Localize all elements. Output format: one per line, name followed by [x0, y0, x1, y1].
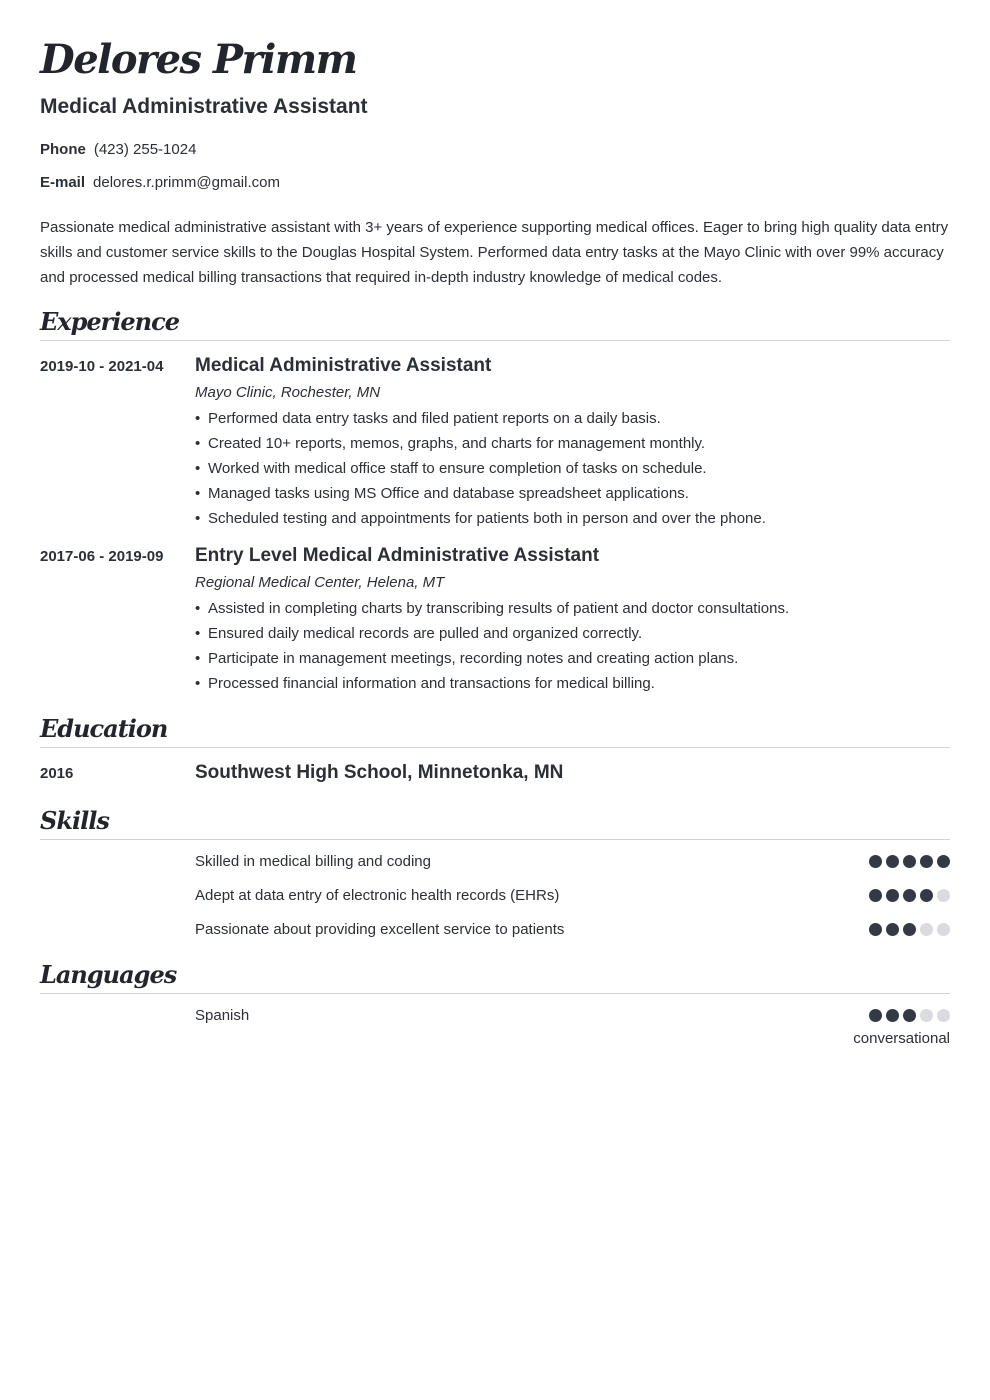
candidate-title: Medical Administrative Assistant	[40, 95, 368, 118]
rating-dot-filled	[903, 889, 916, 902]
skill-rating	[869, 923, 950, 936]
rating-dot-empty	[937, 923, 950, 936]
experience-bullets	[195, 596, 789, 696]
experience-heading-text: Experience	[40, 307, 180, 336]
rating-dot-filled	[886, 923, 899, 936]
education-heading	[40, 709, 950, 748]
contact-email	[40, 173, 280, 193]
experience-bullet: • Scheduled testing and appointments for patients both in person and over the phone.	[195, 506, 766, 531]
rating-dot-filled	[886, 855, 899, 868]
rating-dot-filled	[903, 1009, 916, 1022]
rating-dot-filled	[869, 1009, 882, 1022]
language-proficiency: conversational	[853, 1030, 950, 1047]
experience-bullet: • Ensured daily medical records are pulled and organized correctly.	[195, 621, 789, 646]
rating-dot-empty	[937, 889, 950, 902]
skill-label: Skilled in medical billing and coding	[195, 853, 431, 870]
skill-label: Adept at data entry of electronic health records (EHRs)	[195, 887, 560, 904]
education-heading-text: Education	[40, 714, 168, 743]
experience-bullet: • Managed tasks using MS Office and database spreadsheet applications.	[195, 481, 766, 506]
education-year: 2016	[40, 765, 74, 782]
experience-role: Entry Level Medical Administrative Assistant	[195, 545, 600, 566]
experience-org: Regional Medical Center, Helena, MT	[195, 574, 445, 591]
profile-summary: Passionate medical administrative assistant with 3+ years of experience supporting medical offices. Eager to bring high quality data entry skills and customer service skills to the Douglas Hospital System. Performed data entry tasks at the Mayo Clinic with over 99% accuracy and processed medical billing transactions that required in-depth industry knowledge of medical codes.	[40, 219, 949, 286]
language-rating	[869, 1009, 950, 1022]
rating-dot-empty	[920, 1009, 933, 1022]
rating-dot-empty	[920, 923, 933, 936]
skill-rating	[869, 855, 950, 868]
email-label: E-mail	[40, 174, 86, 191]
experience-heading	[40, 302, 950, 341]
rating-dot-filled	[903, 855, 916, 868]
experience-role: Medical Administrative Assistant	[195, 355, 492, 376]
language-label: Spanish	[195, 1007, 250, 1024]
skill-label: Passionate about providing excellent service to patients	[195, 921, 565, 938]
experience-bullet: • Assisted in completing charts by transcribing results of patient and doctor consultations.	[195, 596, 789, 621]
rating-dot-filled	[920, 889, 933, 902]
rating-dot-filled	[903, 923, 916, 936]
skills-heading	[40, 801, 950, 840]
rating-dot-filled	[920, 855, 933, 868]
email-value: delores.r.primm@gmail.com	[93, 174, 280, 191]
experience-bullet: • Worked with medical office staff to ensure completion of tasks on schedule.	[195, 456, 766, 481]
education-school: Southwest High School, Minnetonka, MN	[195, 762, 564, 783]
experience-dates: 2019-10 - 2021-04	[40, 358, 164, 375]
languages-heading-text: Languages	[40, 960, 177, 989]
experience-dates: 2017-06 - 2019-09	[40, 548, 164, 565]
skills-heading-text: Skills	[40, 806, 109, 835]
experience-bullet: • Created 10+ reports, memos, graphs, and charts for management monthly.	[195, 431, 766, 456]
phone-value: (423) 255-1024	[93, 141, 197, 158]
rating-dot-filled	[869, 889, 882, 902]
skill-rating	[869, 889, 950, 902]
rating-dot-empty	[937, 1009, 950, 1022]
experience-bullet: • Performed data entry tasks and filed patient reports on a daily basis.	[195, 406, 766, 431]
rating-dot-filled	[937, 855, 950, 868]
rating-dot-filled	[869, 923, 882, 936]
rating-dot-filled	[886, 889, 899, 902]
candidate-name: Delores Primm	[40, 36, 357, 83]
experience-bullet: • Processed financial information and transactions for medical billing.	[195, 671, 789, 696]
rating-dot-filled	[869, 855, 882, 868]
contact-phone	[40, 140, 196, 160]
languages-heading	[40, 955, 950, 994]
experience-org: Mayo Clinic, Rochester, MN	[195, 384, 381, 401]
experience-bullets	[195, 406, 766, 531]
rating-dot-filled	[886, 1009, 899, 1022]
experience-bullet: • Participate in management meetings, recording notes and creating action plans.	[195, 646, 789, 671]
phone-label: Phone	[40, 141, 86, 158]
